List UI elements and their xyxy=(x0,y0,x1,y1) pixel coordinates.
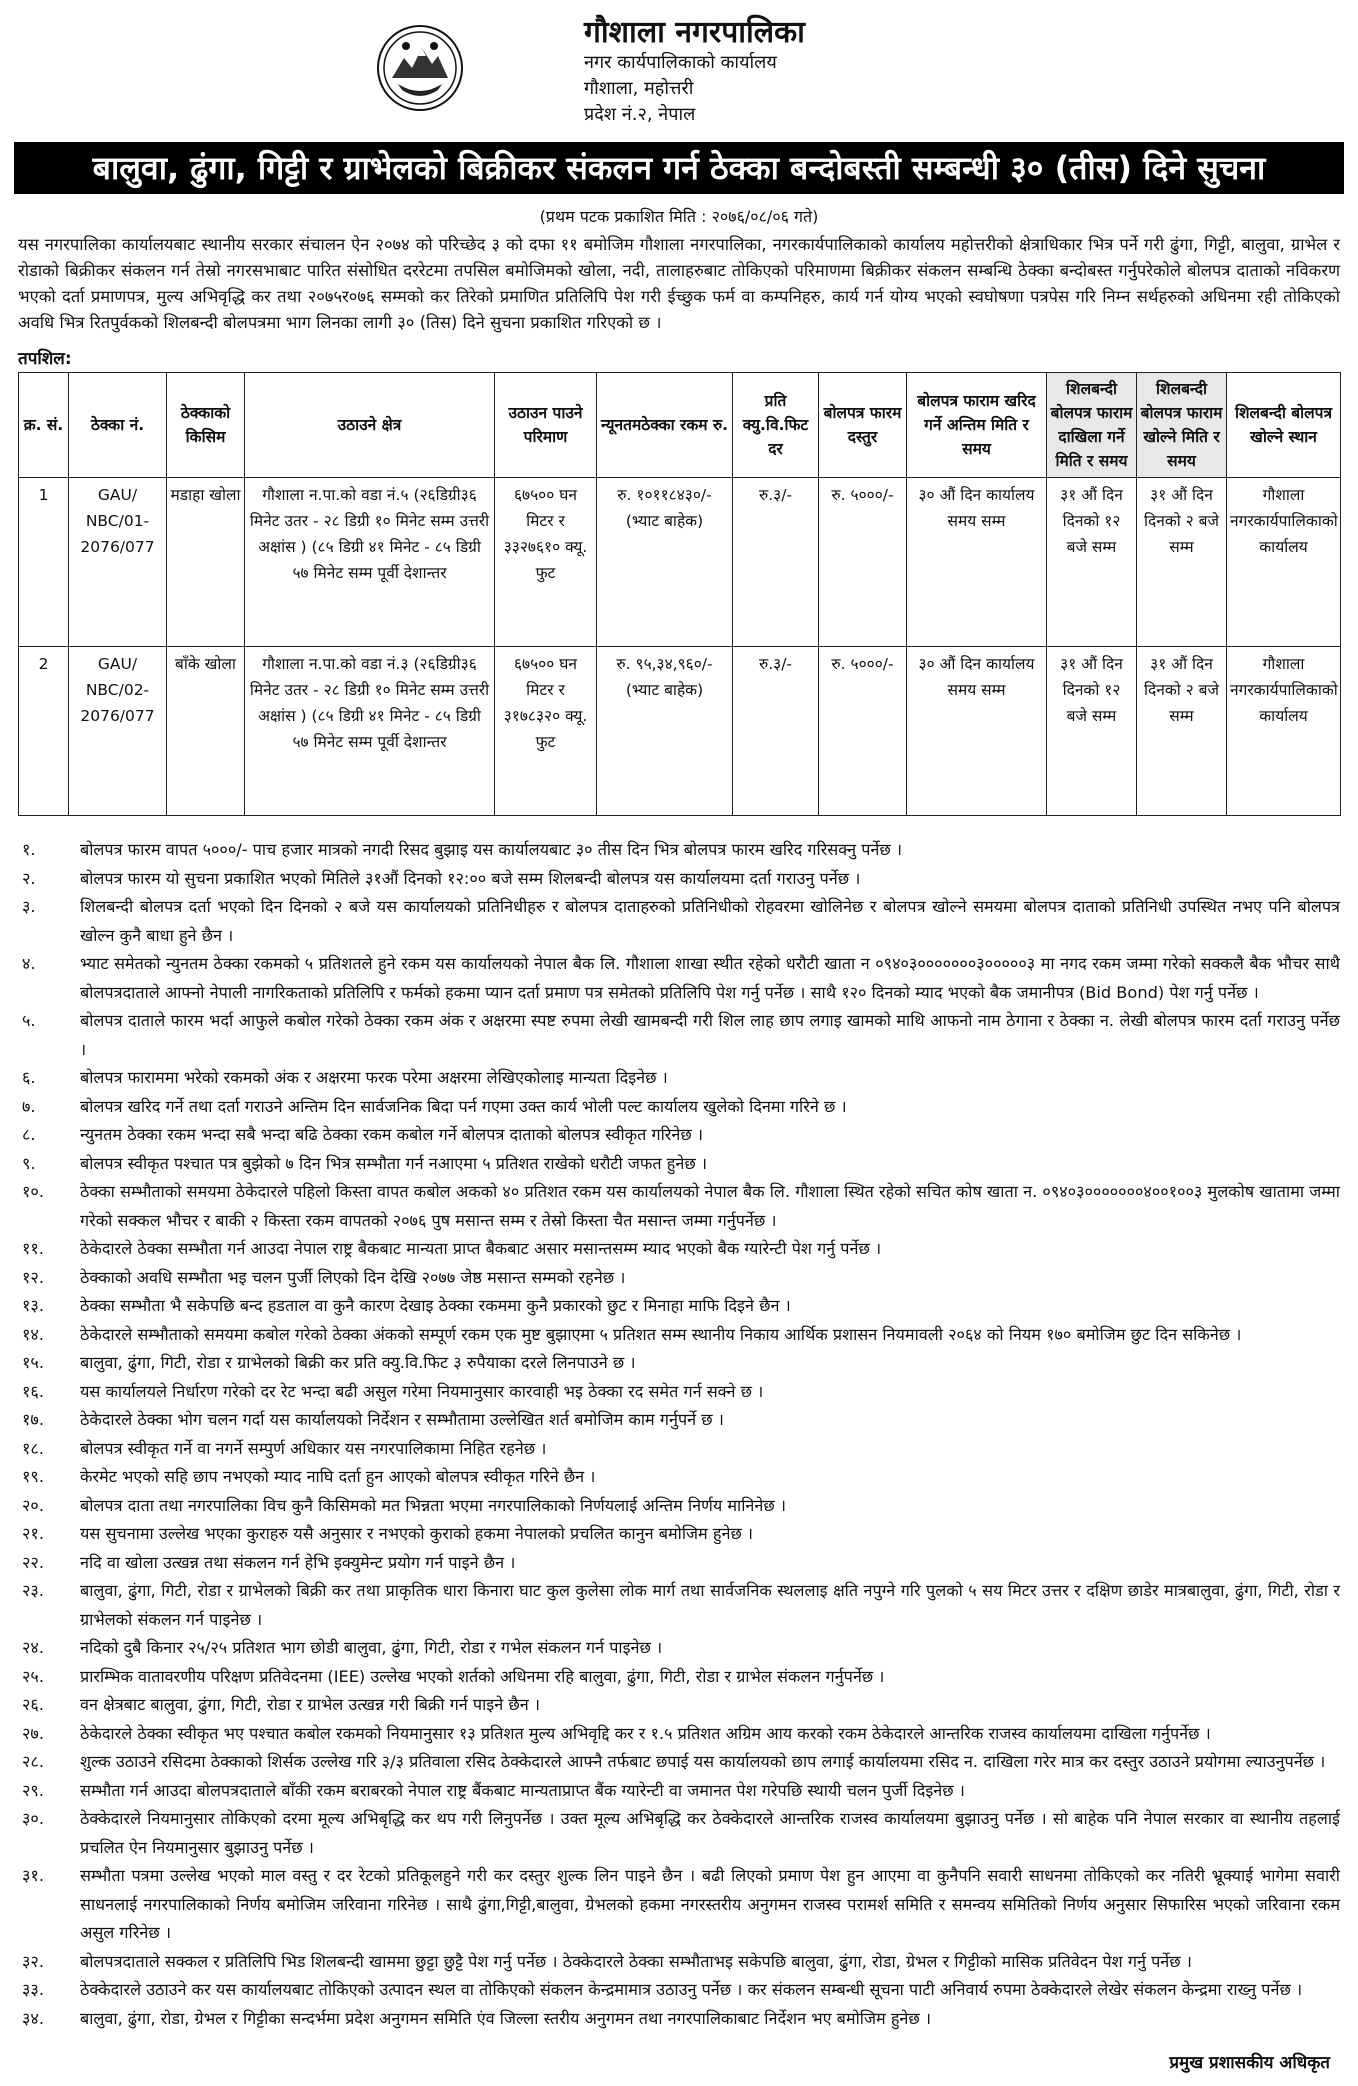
col-header: उठाउन पाउने परिमाण xyxy=(495,373,597,478)
condition-text: बोलपत्र खरिद गर्ने तथा दर्ता गराउने अन्तिम दिन सार्वजनिक बिदा पर्न गएमा उक्त कार्य भोली पल्ट कार्यालय खुलेको दिनमा गरिने छ । xyxy=(80,1096,847,1116)
condition-item xyxy=(18,1748,1340,1777)
cell-rate: रु.३/- xyxy=(733,478,819,647)
header-text xyxy=(584,16,1084,128)
condition-item xyxy=(18,1150,1340,1179)
condition-text: शुल्क उठाउने रसिदमा ठेक्काको शिर्सक उल्लेख गरि ३/३ प्रतिवाला रसिद ठेक्केदारले आफ्नै तर्फबाट छपाई यस कार्यालयको छाप लगाई कार्यालयमा रसिद न. दाखिला गरेर मात्र कर दस्तुर उठाउने प्रयोगमा ल्याउनुपर्नेछ । xyxy=(80,1752,1326,1771)
condition-item xyxy=(18,1321,1340,1350)
condition-number: १८. xyxy=(22,1438,44,1458)
condition-item xyxy=(18,1463,1340,1492)
condition-text: यस सुचनामा उल्लेख भएका कुराहरु यसै अनुसार र नभएको कुराको हकमा नेपालको प्रचलित कानुन बमोजिम हुनेछ । xyxy=(80,1524,754,1543)
condition-number: १. xyxy=(22,840,36,859)
cell-area: गौशाला न.पा.को वडा नं.३ (२६डिग्री३६ मिनेट उतर - २८ डिग्री १० मिनेट सम्म उत्तरी अक्षांस ) (८५ डिग्री ४१ मिनेट - ८५ डिग्री ५७ मिनेट सम्म पूर्वी देशान्तर xyxy=(245,647,495,816)
condition-text: बोलपत्रदाताले सक्कल र प्रतिलिपि भिड शिलबन्दी खाममा छुट्टा छुट्टै पेश गर्नु पर्नेछ । ठेक्केदारले ठेक्का सम्भौताभइ सकेपछि बालुवा, ढुंगा, रोडा, ग्रेभल र गिट्टीको मासिक प्रतिवेदन पेश गर्नु पर्नेछ । xyxy=(80,1951,1192,1971)
condition-number: ३४. xyxy=(22,2008,44,2028)
cell-rate: रु.३/- xyxy=(733,647,819,816)
condition-item xyxy=(18,1264,1340,1293)
condition-item xyxy=(18,1121,1340,1150)
signature-title: प्रमुख प्रशासकीय अधिकृत xyxy=(1169,2053,1330,2073)
condition-number: ३३. xyxy=(22,1980,44,1999)
table-header-row xyxy=(19,373,1341,478)
condition-text: बोलपत्र दाताले फारम भर्दा आफुले कबोल गरेको ठेक्का रकम अंक र अक्षरमा स्पष्ट रुपमा लेखी खामबन्दी गरी शिल लाह छाप लगाइ खामको माथि आफनो नाम ठेगाना र ठेक्का न. लेखी बोलपत्र फारम दर्ता गराउनु पर्नेछ । xyxy=(80,1011,1340,1059)
cell-purchase-deadline: ३० औं दिन कार्यालय समय सम्म xyxy=(907,478,1047,647)
letterhead xyxy=(14,10,1344,140)
condition-number: १६. xyxy=(22,1381,44,1401)
cell-area: गौशाला न.पा.को वडा नं.५ (२६डिग्री३६ मिनेट उतर - २८ डिग्री १० मिनेट सम्म उत्तरी अक्षांस ) (८५ डिग्री ४१ मिनेट - ८५ डिग्री ५७ मिनेट सम्म पूर्वी देशान्तर xyxy=(245,478,495,647)
details-label: तपशिल: xyxy=(18,349,72,369)
condition-item xyxy=(18,1777,1340,1806)
col-header: न्यूनतमठेक्का रकम रु. xyxy=(597,373,733,478)
condition-text: शिलबन्दी बोलपत्र दर्ता भएको दिन दिनको २ बजे यस कार्यालयको प्रतिनिधीहरु र बोलपत्र दाताहरुको प्रतिनिधीको रोहवरमा खोलिनेछ र बोलपत्र खोल्ने समयमा बोलपत्र दाताको प्रतिनिधी उपस्थित नभए पनि बोलपत्र खोल्न कुनै बाधा हुने छैन । xyxy=(80,897,1340,945)
condition-text: ठेक्केदारले नियमानुसार तोकिएको दरमा मूल्य अभिबृद्धि कर थप गरी लिनुपर्नेछ । उक्त मूल्य अभिबृद्धि कर ठेक्केदारले आन्तरिक राजस्व कार्यालयमा बुझाउनु पर्नेछ । सो बाहेक पनि नेपाल सरकार वा स्थानीय तहलाई प्रचलित ऐन नियमानुसार बुझाउनु पर्नेछ । xyxy=(80,1809,1340,1857)
condition-item xyxy=(18,1805,1340,1862)
col-header: बोलपत्र फारम दस्तुर xyxy=(819,373,907,478)
condition-item xyxy=(18,1093,1340,1122)
condition-number: २९. xyxy=(22,1780,44,1800)
cell-location: गौशाला नगरकार्यपालिकाको कार्यालय xyxy=(1227,478,1341,647)
condition-text: ठेकेदारले सम्भौताको समयमा कबोल गरेको ठेक्का अंकको सम्पूर्ण रकम एक मुष्ट बुझाएमा ५ प्रतिशत सम्म स्थानीय निकाय आर्थिक प्रशासन नियमावली २०६४ को नियम १७० बमोजिम छुट दिन सकिनेछ । xyxy=(80,1324,1242,1344)
condition-number: २५. xyxy=(22,1666,44,1686)
condition-item xyxy=(18,1349,1340,1378)
condition-text: ठेकेदारले ठेक्का भोग चलन गर्दा यस कार्यालयको निर्देशन र सम्भौतामा उल्लेखित शर्त बमोजिम काम गर्नुपर्ने छ । xyxy=(80,1410,724,1429)
condition-number: ३. xyxy=(22,897,36,916)
cell-contract-no: GAU/ NBC/01- 2076/077 xyxy=(69,478,167,647)
col-header: शिलबन्दी बोलपत्र खोल्ने स्थान xyxy=(1227,373,1341,478)
condition-number: १२. xyxy=(22,1267,44,1287)
cell-type: बाँके खोला xyxy=(167,647,245,816)
nepal-emblem-icon xyxy=(376,24,464,112)
condition-item xyxy=(18,1634,1340,1663)
condition-item xyxy=(18,1178,1340,1235)
condition-number: ४. xyxy=(22,954,36,973)
condition-text: न्युनतम ठेक्का रकम भन्दा सबै भन्दा बढि ठेक्का रकम कबोल गर्ने बोलपत्र दाताको बोलपत्र स्वीकृत गरिनेछ । xyxy=(80,1125,704,1144)
condition-text: प्रारम्भिक वातावरणीय परिक्षण प्रतिवेदनमा (IEE) उल्लेख भएको शर्तको अधिनमा रहि बालुवा, ढुंगा, गिटी, रोडा र ग्राभेल संकलन गर्नुपर्नेछ । xyxy=(80,1666,885,1686)
condition-number: २४. xyxy=(22,1638,44,1657)
condition-number: २६. xyxy=(22,1695,44,1714)
condition-item xyxy=(18,865,1340,894)
condition-item xyxy=(18,1663,1340,1692)
condition-item xyxy=(18,1292,1340,1321)
condition-text: बालुवा, ढुंगा, गिटी, रोडा र ग्राभेलको बिक्री कर प्रति क्यु.वि.फिट ३ रुपैयाका दरले लिनपाउने छ । xyxy=(80,1353,636,1372)
condition-text: बोलपत्र फारम यो सुचना प्रकाशित भएको मितिले ३१औं दिनको १२:०० बजे सम्म शिलबन्दी बोलपत्र यस कार्यालयमा दर्ता गराउनु पर्नेछ । xyxy=(80,868,861,888)
condition-number: २१. xyxy=(22,1524,44,1543)
condition-text: बालुवा, ढुंगा, गिटी, रोडा र ग्राभेलको बिक्री कर तथा प्राकृतिक धारा किनारा घाट कुल कुलेसा लोक मार्ग तथा सार्वजनिक स्थललाइ क्षति नपुग्ने गरि पुलको ५ सय मिटर उत्तर र दक्षिण छाडेर मात्रबालुवा, ढुंगा, गिटी, रोडा र ग्राभेलको संकलन गर्न पाइनेछ । xyxy=(80,1581,1340,1629)
condition-number: १५. xyxy=(22,1353,44,1372)
cell-fee: रु. ५०००/- xyxy=(819,478,907,647)
col-header: प्रति क्यु.वि.फिट दर xyxy=(733,373,819,478)
condition-text: बालुवा, ढुंगा, रोडा, ग्रेभल र गिट्टीका सन्दर्भमा प्रदेश अनुगमन समिति एंव जिल्ला स्तरीय अनुगमन तथा नगरपालिकाबाट निर्देशन भए बमोजिम हुनेछ । xyxy=(80,2008,932,2028)
cell-submission: ३१ औं दिन दिनको १२ बजे सम्म xyxy=(1047,647,1137,816)
condition-number: १९. xyxy=(22,1467,44,1486)
cell-min-amount: रु. ९५,३४,९६०/- (भ्याट बाहेक) xyxy=(597,647,733,816)
condition-number: ५. xyxy=(22,1011,36,1030)
notice-page xyxy=(14,10,1344,2076)
condition-text: बोलपत्र स्वीकृत पश्चात पत्र बुझेको ७ दिन भित्र सम्भौता गर्न नआएमा ५ प्रतिशत राखेको धरौटी जफत हुनेछ । xyxy=(80,1153,707,1173)
condition-number: ८. xyxy=(22,1125,36,1144)
publication-date: (प्रथम पटक प्रकाशित मिति : २०७६/०८/०६ गते) xyxy=(539,207,819,226)
condition-item xyxy=(18,950,1340,1007)
condition-item xyxy=(18,1064,1340,1093)
condition-number: २२. xyxy=(22,1552,44,1572)
col-header: ठेक्का नं. xyxy=(69,373,167,478)
condition-item xyxy=(18,1549,1340,1578)
org-name: गौशाला नगरपालिका xyxy=(584,15,805,50)
col-header: क्र. सं. xyxy=(19,373,69,478)
condition-text: नदि वा खोला उत्खन्न तथा संकलन गर्न हेभि इक्युमेन्ट प्रयोग गर्न पाइने छैन । xyxy=(80,1552,516,1572)
condition-text: ठेक्का सम्भौताको समयमा ठेकेदारले पहिलो किस्ता वापत कबोल अकको ४० प्रतिशत रकम यस कार्यालयको नेपाल बैक लि. गौशाला स्थित रहेको सचित कोष खाता न. ०९४०३०००००००४००१००३ मुलकोष खातामा जम्मा गरेको सक्कल भौचर र बाकी २ किस्ता रकम वापतको २०७६ पुष मसान्त सम्म र तेस्रो किस्ता चैत मसान्त जम्मा गर्नुपर्नेछ । xyxy=(80,1182,1340,1230)
condition-text: ठेक्केदारले उठाउने कर यस कार्यालयबाट तोकिएको उत्पादन स्थल वा तोकिएको संकलन केन्द्रमामात्र उठाउनु पर्नेछ । कर संकलन सम्बन्धी सूचना पाटी अनिवार्य रुपमा ठेक्केदारले लेखेर संकलन केन्द्रमा राख्नु पर्नेछ । xyxy=(80,1980,1303,1999)
condition-item xyxy=(18,1976,1340,2005)
condition-number: २७. xyxy=(22,1723,44,1743)
cell-opening: ३१ औं दिन दिनको २ बजे सम्म xyxy=(1137,478,1227,647)
condition-number: २०. xyxy=(22,1495,44,1515)
condition-item xyxy=(18,1520,1340,1549)
cell-min-amount: रु. १०११८४३०/- (भ्याट बाहेक) xyxy=(597,478,733,647)
cell-sn: 2 xyxy=(19,647,69,816)
condition-text: बोलपत्र दाता तथा नगरपालिका विच कुनै किसिमको मत भिन्नता भएमा नगरपालिकाको निर्णयलाई अन्तिम निर्णय मानिनेछ । xyxy=(80,1495,787,1515)
condition-item xyxy=(18,1492,1340,1521)
condition-number: २३. xyxy=(22,1581,44,1600)
condition-item xyxy=(18,1691,1340,1720)
condition-item xyxy=(18,1720,1340,1749)
condition-number: १३. xyxy=(22,1296,44,1315)
condition-text: नदिको दुबै किनार २५/२५ प्रतिशत भाग छोडी बालुवा, ढुंगा, गिटी, रोडा र गभेल संकलन गर्न पाइनेछ । xyxy=(80,1638,663,1657)
col-header: शिलबन्दी बोलपत्र फाराम खोल्ने मिति र समय xyxy=(1137,373,1227,478)
condition-number: ९. xyxy=(22,1153,36,1173)
condition-text: बोलपत्र स्वीकृत गर्ने वा नगर्ने सम्पुर्ण अधिकार यस नगरपालिकामा निहित रहनेछ । xyxy=(80,1438,547,1458)
condition-item xyxy=(18,1948,1340,1977)
condition-item xyxy=(18,893,1340,950)
condition-number: ३१. xyxy=(22,1866,44,1885)
col-header: शिलबन्दी बोलपत्र फाराम दाखिला गर्ने मिति र समय xyxy=(1047,373,1137,478)
condition-text: सम्भौता गर्न आउदा बोलपत्रदाताले बाँकी रकम बराबरको नेपाल राष्ट्र बैंकबाट मान्यताप्राप्त बैंक ग्यारेन्टी वा जमानत पेश गरेपछि स्थायी चलन पुर्जी दिइनेछ । xyxy=(80,1780,965,1800)
condition-text: ठेक्काको अवधि सम्भौता भइ चलन पुर्जी लिएको दिन देखि २०७७ जेष्ठ मसान्त सम्मको रहनेछ । xyxy=(80,1267,626,1287)
condition-item xyxy=(18,1577,1340,1634)
condition-text: ठेकेदारले ठेक्का स्वीकृत भए पश्चात कबोल रकमको नियमानुसार १३ प्रतिशत मुल्य अभिवृद्दि कर र १.५ प्रतिशत अग्रिम आय करको रकम ठेकेदारले आन्तरिक राजस्व कार्यालयमा दाखिला गर्नुपर्नेछ । xyxy=(80,1723,1211,1743)
condition-text: सम्भौता पत्रमा उल्लेख भएको माल वस्तु र दर रेटको प्रतिकूलहुने गरी कर दस्तुर शुल्क लिन पाइने छैन । बढी लिएको प्रमाण पेश हुन आएमा वा कुनैपनि सवारी साधनमा तोकिएको कर नतिरी भ्रूक्याई भागेमा सवारी साधनलाई नगरपालिकाको निर्णय बमोजिम जरिवाना गरिनेछ । साथै ढुंगा,गिट्टी,बालुवा, ग्रेभलको हकमा नगरस्तरीय अनुगमन राजस्व परामर्श समिति र समन्वय समितिको निर्णय अनुसार सिफारिस भएको जरिवाना रकम असुल गरिनेछ । xyxy=(80,1866,1340,1942)
condition-number: १७. xyxy=(22,1410,44,1429)
col-header: बोलपत्र फाराम खरिद गर्ने अन्तिम मिति र समय xyxy=(907,373,1047,478)
condition-item xyxy=(18,1235,1340,1264)
condition-number: २. xyxy=(22,868,36,888)
cell-contract-no: GAU/ NBC/02- 2076/077 xyxy=(69,647,167,816)
office-name: नगर कार्यपालिकाको कार्यालय xyxy=(584,52,777,73)
cell-purchase-deadline: ३० औं दिन कार्यालय समय सम्म xyxy=(907,647,1047,816)
condition-text: बोलपत्र फारम वापत ५०००/- पाच हजार मात्रको नगदी रिसद बुझाइ यस कार्यालयबाट ३० तीस दिन भित्र बोलपत्र फारम खरिद गरिसक्नु पर्नेछ । xyxy=(80,840,903,859)
cell-location: गौशाला नगरकार्यपालिकाको कार्यालय xyxy=(1227,647,1341,816)
condition-text: केरमेट भएको सहि छाप नभएको म्याद नाघि दर्ता हुन आएको बोलपत्र स्वीकृत गरिने छैन । xyxy=(80,1467,596,1486)
cell-opening: ३१ औं दिन दिनको २ बजे सम्म xyxy=(1137,647,1227,816)
condition-text: ठेकेदारले ठेक्का सम्भौता गर्न आउदा नेपाल राष्ट्र बैकबाट मान्यता प्राप्त बैकबाट असार मसान्तसम्म म्याद भएको बैक ग्यारेन्टी पेश गर्नु पर्नेछ । xyxy=(80,1239,882,1258)
tender-table xyxy=(18,372,1340,816)
condition-item xyxy=(18,1406,1340,1435)
condition-number: ७. xyxy=(22,1096,36,1116)
col-header: ठेक्काको किसिम xyxy=(167,373,245,478)
condition-item xyxy=(18,836,1340,865)
condition-number: ६. xyxy=(22,1068,36,1087)
condition-number: ३२. xyxy=(22,1951,44,1971)
intro-paragraph: यस नगरपालिका कार्यालयबाट स्थानीय सरकार संचालन ऐन २०७४ को परिच्छेद ३ को दफा ११ बमोजिम गौशाला नगरपालिका, नगरकार्यपालिकाको कार्यालय महोत्तरीको क्षेत्राधिकार भित्र पर्ने गरी ढुंगा, गिट्टी, बालुवा, ग्राभेल र रोडाको बिक्रीकर संकलन गर्न तेस्रो नगरसभाबाट पारित संसोधित दररेटमा तपसिल बमोजिमको खोला, नदी, तालाहरुबाट तोकिएको परिमाणमा बिक्रीकर संकलन सम्बन्धि ठेक्का बन्दोबस्त गर्नुपरेकोले बोलपत्र दाताको नविकरण भएको दर्ता प्रमाणपत्र, मुल्य अभिवृद्धि कर तथा २०७५र०७६ सम्मको कर तिरेको प्रमाणित प्रतिलिपि पेश गरी ईच्छुक फर्म वा कम्पनिहरु, कार्य गर्न योग्य भएको स्वघोषणा पत्रपेस गरि निम्न सर्थहरुको अधिनमा रही तोकिएको अवधि भित्र रितपुर्वकको शिलबन्दी बोलपत्रमा भाग लिनका लागी ३० (तिस) दिने सुचना प्रकाशित गरिएको छ । xyxy=(18,235,1340,332)
condition-item xyxy=(18,1007,1340,1064)
condition-number: १०. xyxy=(22,1182,44,1201)
office-address: गौशाला, महोत्तरी xyxy=(584,78,694,99)
condition-text: वन क्षेत्रबाट बालुवा, ढुंगा, गिटी, रोडा र ग्राभेल उत्खन्न गरी बिक्री गर्न पाइने छैन । xyxy=(80,1695,540,1714)
condition-item xyxy=(18,1862,1340,1948)
table-row xyxy=(19,478,1341,647)
cell-quantity: ६७५०० घन मिटर र ३३२७६१० क्यू. फुट xyxy=(495,478,597,647)
condition-text: ठेक्का सम्भौता भै सकेपछि बन्द हडताल वा कुनै कारण देखाइ ठेक्का रकममा कुनै प्रकारको छुट र मिनाहा माफि दिइने छैन । xyxy=(80,1296,791,1315)
condition-number: २८. xyxy=(22,1752,44,1771)
condition-number: ३०. xyxy=(22,1809,44,1828)
cell-submission: ३१ औं दिन दिनको १२ बजे सम्म xyxy=(1047,478,1137,647)
province-line: प्रदेश नं.२, नेपाल xyxy=(584,104,696,125)
condition-number: ११. xyxy=(22,1239,44,1258)
condition-number: १४. xyxy=(22,1324,44,1344)
notice-title-banner: बालुवा, ढुंगा, गिट्टी र ग्राभेलको बिक्रीकर संकलन गर्न ठेक्का बन्दोबस्ती सम्बन्धी ३० (तीस) दिने सुचना xyxy=(14,142,1344,194)
cell-sn: 1 xyxy=(19,478,69,647)
condition-item xyxy=(18,1378,1340,1407)
table-row xyxy=(19,647,1341,816)
cell-type: मडाहा खोला xyxy=(167,478,245,647)
col-header: उठाउने क्षेत्र xyxy=(245,373,495,478)
condition-item xyxy=(18,1435,1340,1464)
condition-text: भ्याट समेतको न्युनतम ठेक्का रकमको ५ प्रतिशतले हुने रकम यस कार्यालयको नेपाल बैक लि. गौशाला शाखा स्थीत रहेको धरौटी खाता न ०९४०३०००००००३०००००३ मा नगद रकम जम्मा गरेको सक्कलै बैक भौचर साथै बोलपत्रदाताले आफ्नो नेपाली नागरिकताको प्रतिलिपि र फर्मको हकमा प्यान दर्ता प्रमाण पत्र समेतको प्रतिलिपि पेश गर्नु पर्नेछ । साथै १२० दिनको म्याद भएको बैक जमानीपत्र (Bid Bond) पेश गर्नु पर्नेछ । xyxy=(80,954,1340,1002)
cell-quantity: ६७५०० घन मिटर र ३१७८३२० क्यू. फुट xyxy=(495,647,597,816)
condition-text: यस कार्यालयले निर्धारण गरेको दर रेट भन्दा बढी असुल गरेमा नियमानुसार कारवाही भइ ठेक्का रद समेत गर्न सक्ने छ । xyxy=(80,1381,764,1401)
cell-fee: रु. ५०००/- xyxy=(819,647,907,816)
condition-text: बोलपत्र फाराममा भरेको रकमको अंक र अक्षरमा फरक परेमा अक्षरमा लेखिएकोलाइ मान्यता दिइनेछ । xyxy=(80,1068,668,1087)
condition-item xyxy=(18,2005,1340,2034)
conditions-list xyxy=(18,836,1340,2033)
